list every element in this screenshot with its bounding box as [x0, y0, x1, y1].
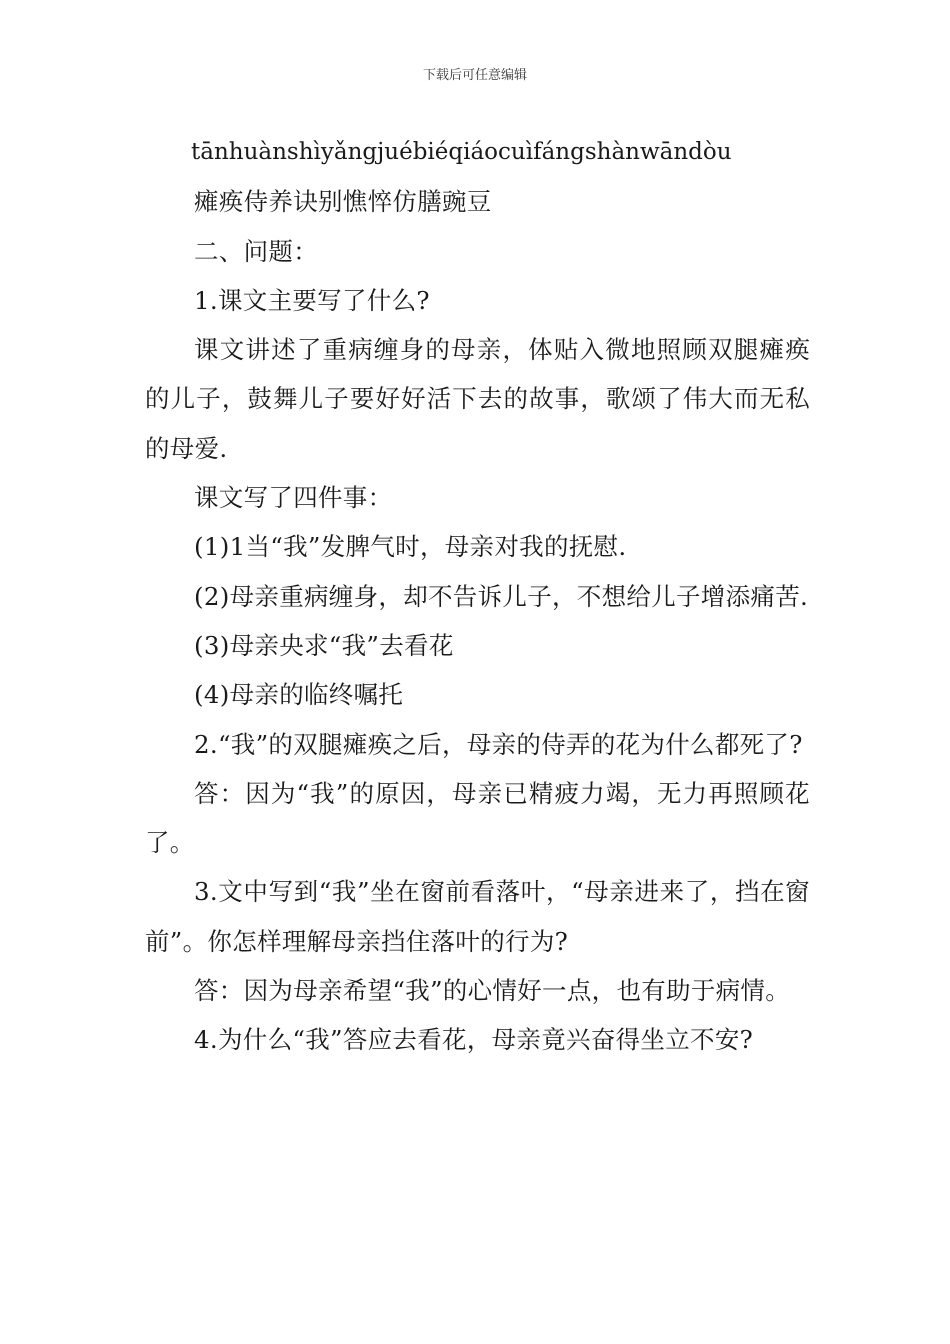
- question-2: 2.“我”的双腿瘫痪之后，母亲的侍弄的花为什么都死了?: [194, 729, 803, 759]
- question-3: 3.文中写到“我”坐在窗前看落叶，“母亲进来了，挡在窗前”。你怎样理解母亲挡住落叶的行为?: [145, 877, 810, 956]
- document-body: [145, 128, 810, 1065]
- events-intro: 课文写了四件事：: [194, 483, 393, 513]
- event-item-4: (4)母亲的临终嘱托: [194, 680, 404, 710]
- question-1: 1.课文主要写了什么?: [194, 285, 430, 315]
- event-item-2: (2)母亲重病缠身，却不告诉儿子，不想给儿子增添痛苦.: [194, 581, 809, 611]
- event-item-3: (3)母亲央求“我”去看花: [194, 630, 454, 660]
- event-item-1: (1)1当“我”发脾气时，母亲对我的抚慰.: [194, 532, 627, 562]
- vocabulary-line: 瘫痪侍养诀别憔悴仿膳豌豆: [194, 187, 492, 217]
- pinyin-line: tānhuànshìyǎngjuébiéqiáocuìfángshànwāndòu: [191, 139, 732, 165]
- answer-3: 答：因为母亲希望“我”的心情好一点，也有助于病情。: [194, 976, 791, 1006]
- answer-1: 课文讲述了重病缠身的母亲，体贴入微地照顾双腿瘫痪的儿子，鼓舞儿子要好好活下去的故事，歌颂了伟大而无私的母爱.: [145, 335, 810, 463]
- answer-2: 答：因为“我”的原因，母亲已精疲力竭，无力再照顾花了。: [145, 778, 810, 858]
- page-header-note: 下载后可任意编辑: [422, 68, 527, 83]
- question-4: 4.为什么“我”答应去看花，母亲竟兴奋得坐立不安?: [194, 1025, 754, 1055]
- section-heading: 二、问题：: [194, 236, 318, 266]
